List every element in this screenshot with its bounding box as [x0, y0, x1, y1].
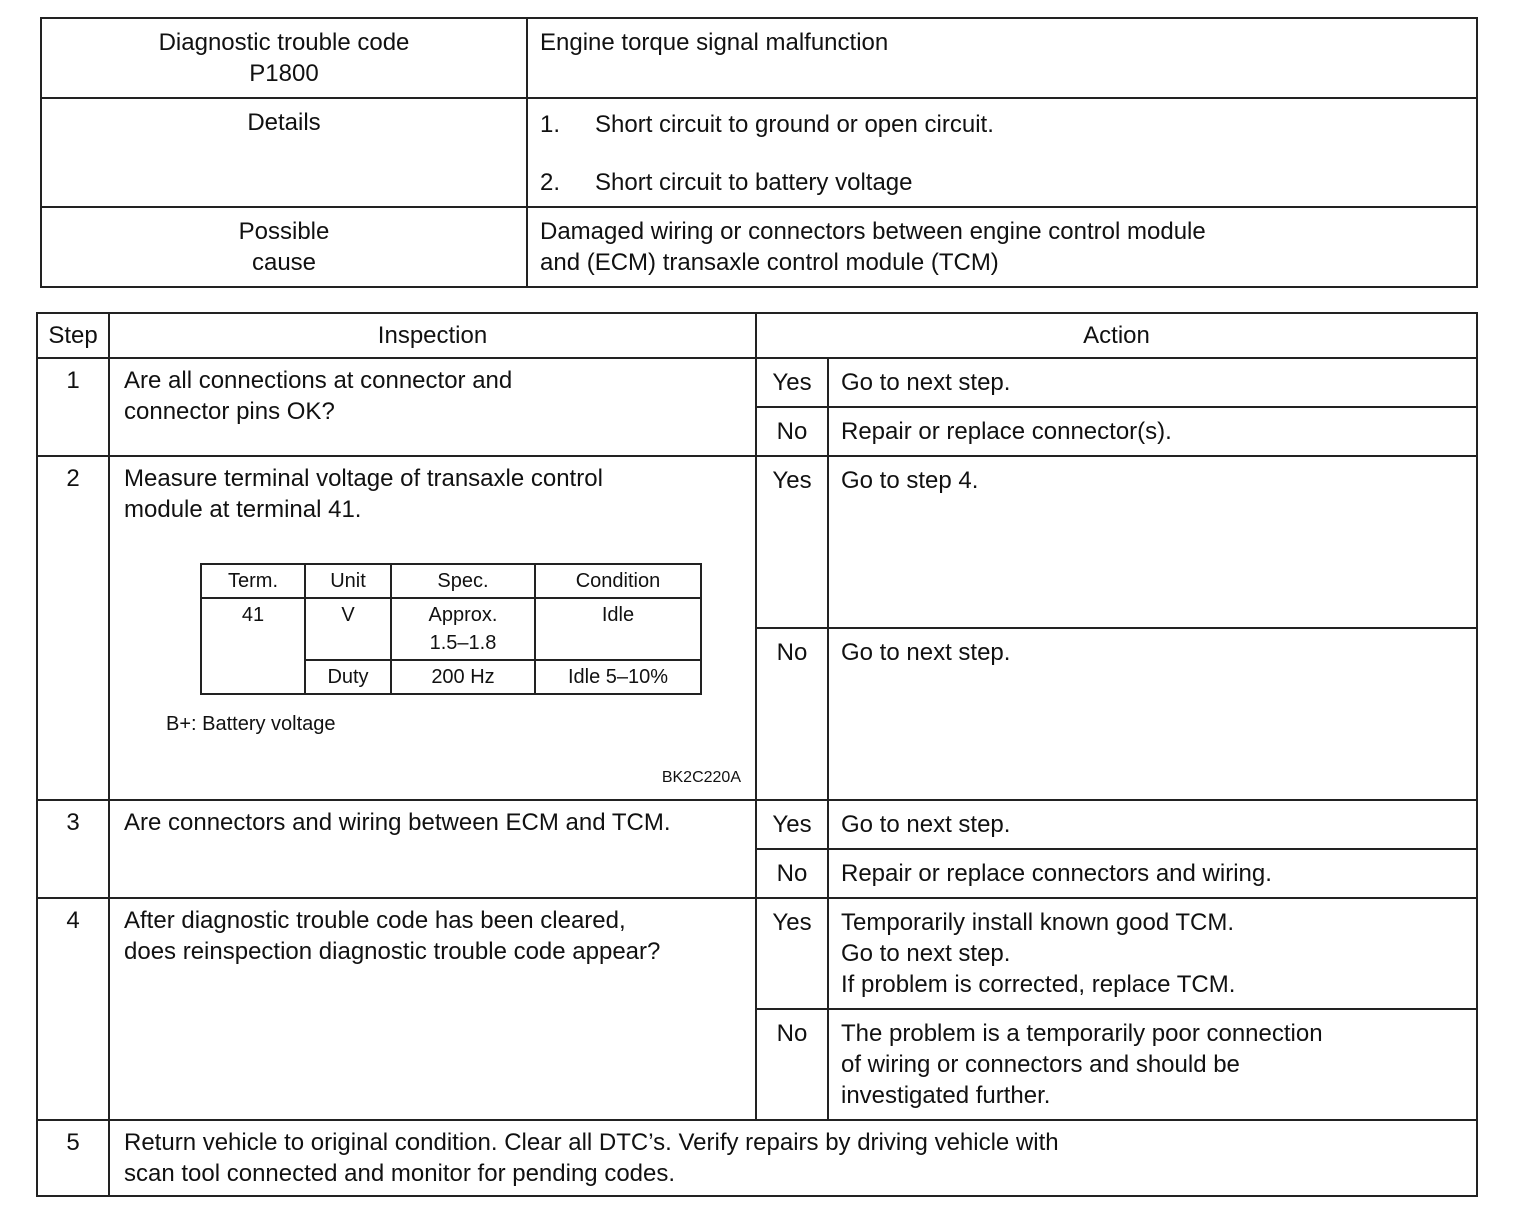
inspection-cell — [109, 456, 756, 800]
spec-value-line: Approx. — [428, 604, 498, 626]
no-action-line: investigated further. — [841, 1082, 1051, 1109]
inspection-text: does reinspection diagnostic trouble code appear? — [124, 938, 661, 965]
details-item — [540, 109, 1464, 140]
yes-action: Go to step 4. — [828, 456, 1477, 628]
details-item-number: 2. — [540, 169, 561, 196]
step-number: 3 — [37, 800, 109, 898]
step-number: 2 — [37, 456, 109, 800]
inspection-text: After diagnostic trouble code has been cleared, — [124, 907, 626, 934]
inspection-text: Are all connections at connector and — [124, 367, 513, 394]
spec-row — [201, 598, 701, 660]
yes-action-line: Temporarily install known good TCM. — [841, 909, 1235, 936]
cause-label-cell — [41, 207, 527, 287]
no-label: No — [756, 628, 828, 800]
dtc-label: Diagnostic trouble code — [158, 29, 410, 56]
cause-value-cell — [527, 207, 1477, 287]
inspection-text: module at terminal 41. — [124, 496, 362, 523]
cause-row — [41, 207, 1477, 287]
final-step-cell — [109, 1120, 1477, 1196]
step-header: Step — [37, 313, 109, 358]
inspection-text: Are connectors and wiring between ECM and TCM. — [124, 809, 671, 836]
inspection-cell — [109, 358, 756, 456]
cause-line1: Damaged wiring or connectors between engine control module — [540, 218, 1206, 245]
no-action: Repair or replace connector(s). — [828, 407, 1477, 456]
yes-label: Yes — [756, 358, 828, 407]
details-item-text: Short circuit to ground or open circuit. — [595, 111, 994, 138]
header-row — [37, 313, 1477, 358]
details-label: Details — [247, 109, 321, 136]
step-row — [37, 358, 1477, 407]
inspection-steps-table — [36, 312, 1478, 1197]
no-action-line: of wiring or connectors and should be — [841, 1051, 1240, 1078]
terminal-spec-table — [200, 563, 702, 695]
no-action: Go to next step. — [828, 628, 1477, 800]
unit-header: Unit — [305, 564, 391, 598]
spec-value-line: 1.5–1.8 — [429, 632, 497, 654]
details-item — [540, 167, 1464, 198]
step-row — [37, 898, 1477, 1009]
details-row — [41, 98, 1477, 207]
no-label: No — [756, 1009, 828, 1120]
battery-voltage-note: B+: Battery voltage — [166, 713, 336, 735]
cause-line2: and (ECM) transaxle control module (TCM) — [540, 249, 999, 276]
spec-value: 200 Hz — [391, 660, 535, 694]
spec-header-row — [201, 564, 701, 598]
unit-value: Duty — [305, 660, 391, 694]
cause-label-line1: Possible — [238, 218, 330, 245]
no-action — [828, 1009, 1477, 1120]
spec-header: Spec. — [391, 564, 535, 598]
action-header: Action — [756, 313, 1477, 358]
inspection-text: Measure terminal voltage of transaxle control — [124, 465, 603, 492]
inspection-cell — [109, 800, 756, 898]
cause-label-line2: cause — [251, 249, 317, 276]
step-number: 4 — [37, 898, 109, 1120]
no-action-line: The problem is a temporarily poor connection — [841, 1020, 1323, 1047]
figure-code: BK2C220A — [661, 769, 741, 786]
no-action: Repair or replace connectors and wiring. — [828, 849, 1477, 898]
condition-header: Condition — [535, 564, 701, 598]
dtc-code: P1800 — [249, 60, 319, 87]
yes-label: Yes — [756, 456, 828, 628]
details-item-text: Short circuit to battery voltage — [595, 169, 913, 196]
yes-label: Yes — [756, 800, 828, 849]
condition-value: Idle 5–10% — [535, 660, 701, 694]
dtc-row — [41, 18, 1477, 98]
yes-label: Yes — [756, 898, 828, 1009]
final-step-text: Return vehicle to original condition. Clear all DTC’s. Verify repairs by driving vehicle with — [124, 1129, 1059, 1156]
dtc-value-cell — [527, 18, 1477, 98]
step-number: 5 — [37, 1120, 109, 1196]
details-item-number: 1. — [540, 111, 561, 138]
details-label-cell — [41, 98, 527, 207]
step-row — [37, 456, 1477, 628]
term-header: Term. — [201, 564, 305, 598]
details-value-cell — [527, 98, 1477, 207]
condition-value: Idle — [535, 598, 701, 660]
no-label: No — [756, 849, 828, 898]
term-value: 41 — [201, 598, 305, 694]
dtc-summary-table — [40, 17, 1478, 288]
step-row — [37, 1120, 1477, 1196]
inspection-header: Inspection — [109, 313, 756, 358]
final-step-text: scan tool connected and monitor for pending codes. — [124, 1160, 676, 1187]
step-number: 1 — [37, 358, 109, 456]
inspection-cell — [109, 898, 756, 1120]
dtc-description: Engine torque signal malfunction — [540, 29, 889, 56]
yes-action: Go to next step. — [828, 800, 1477, 849]
yes-action-line: Go to next step. — [841, 940, 1011, 967]
step-row — [37, 800, 1477, 849]
no-label: No — [756, 407, 828, 456]
inspection-text: connector pins OK? — [124, 398, 335, 425]
unit-value: V — [305, 598, 391, 660]
yes-action — [828, 898, 1477, 1009]
dtc-label-cell — [41, 18, 527, 98]
yes-action: Go to next step. — [828, 358, 1477, 407]
spec-value — [391, 598, 535, 660]
yes-action-line: If problem is corrected, replace TCM. — [841, 971, 1236, 998]
